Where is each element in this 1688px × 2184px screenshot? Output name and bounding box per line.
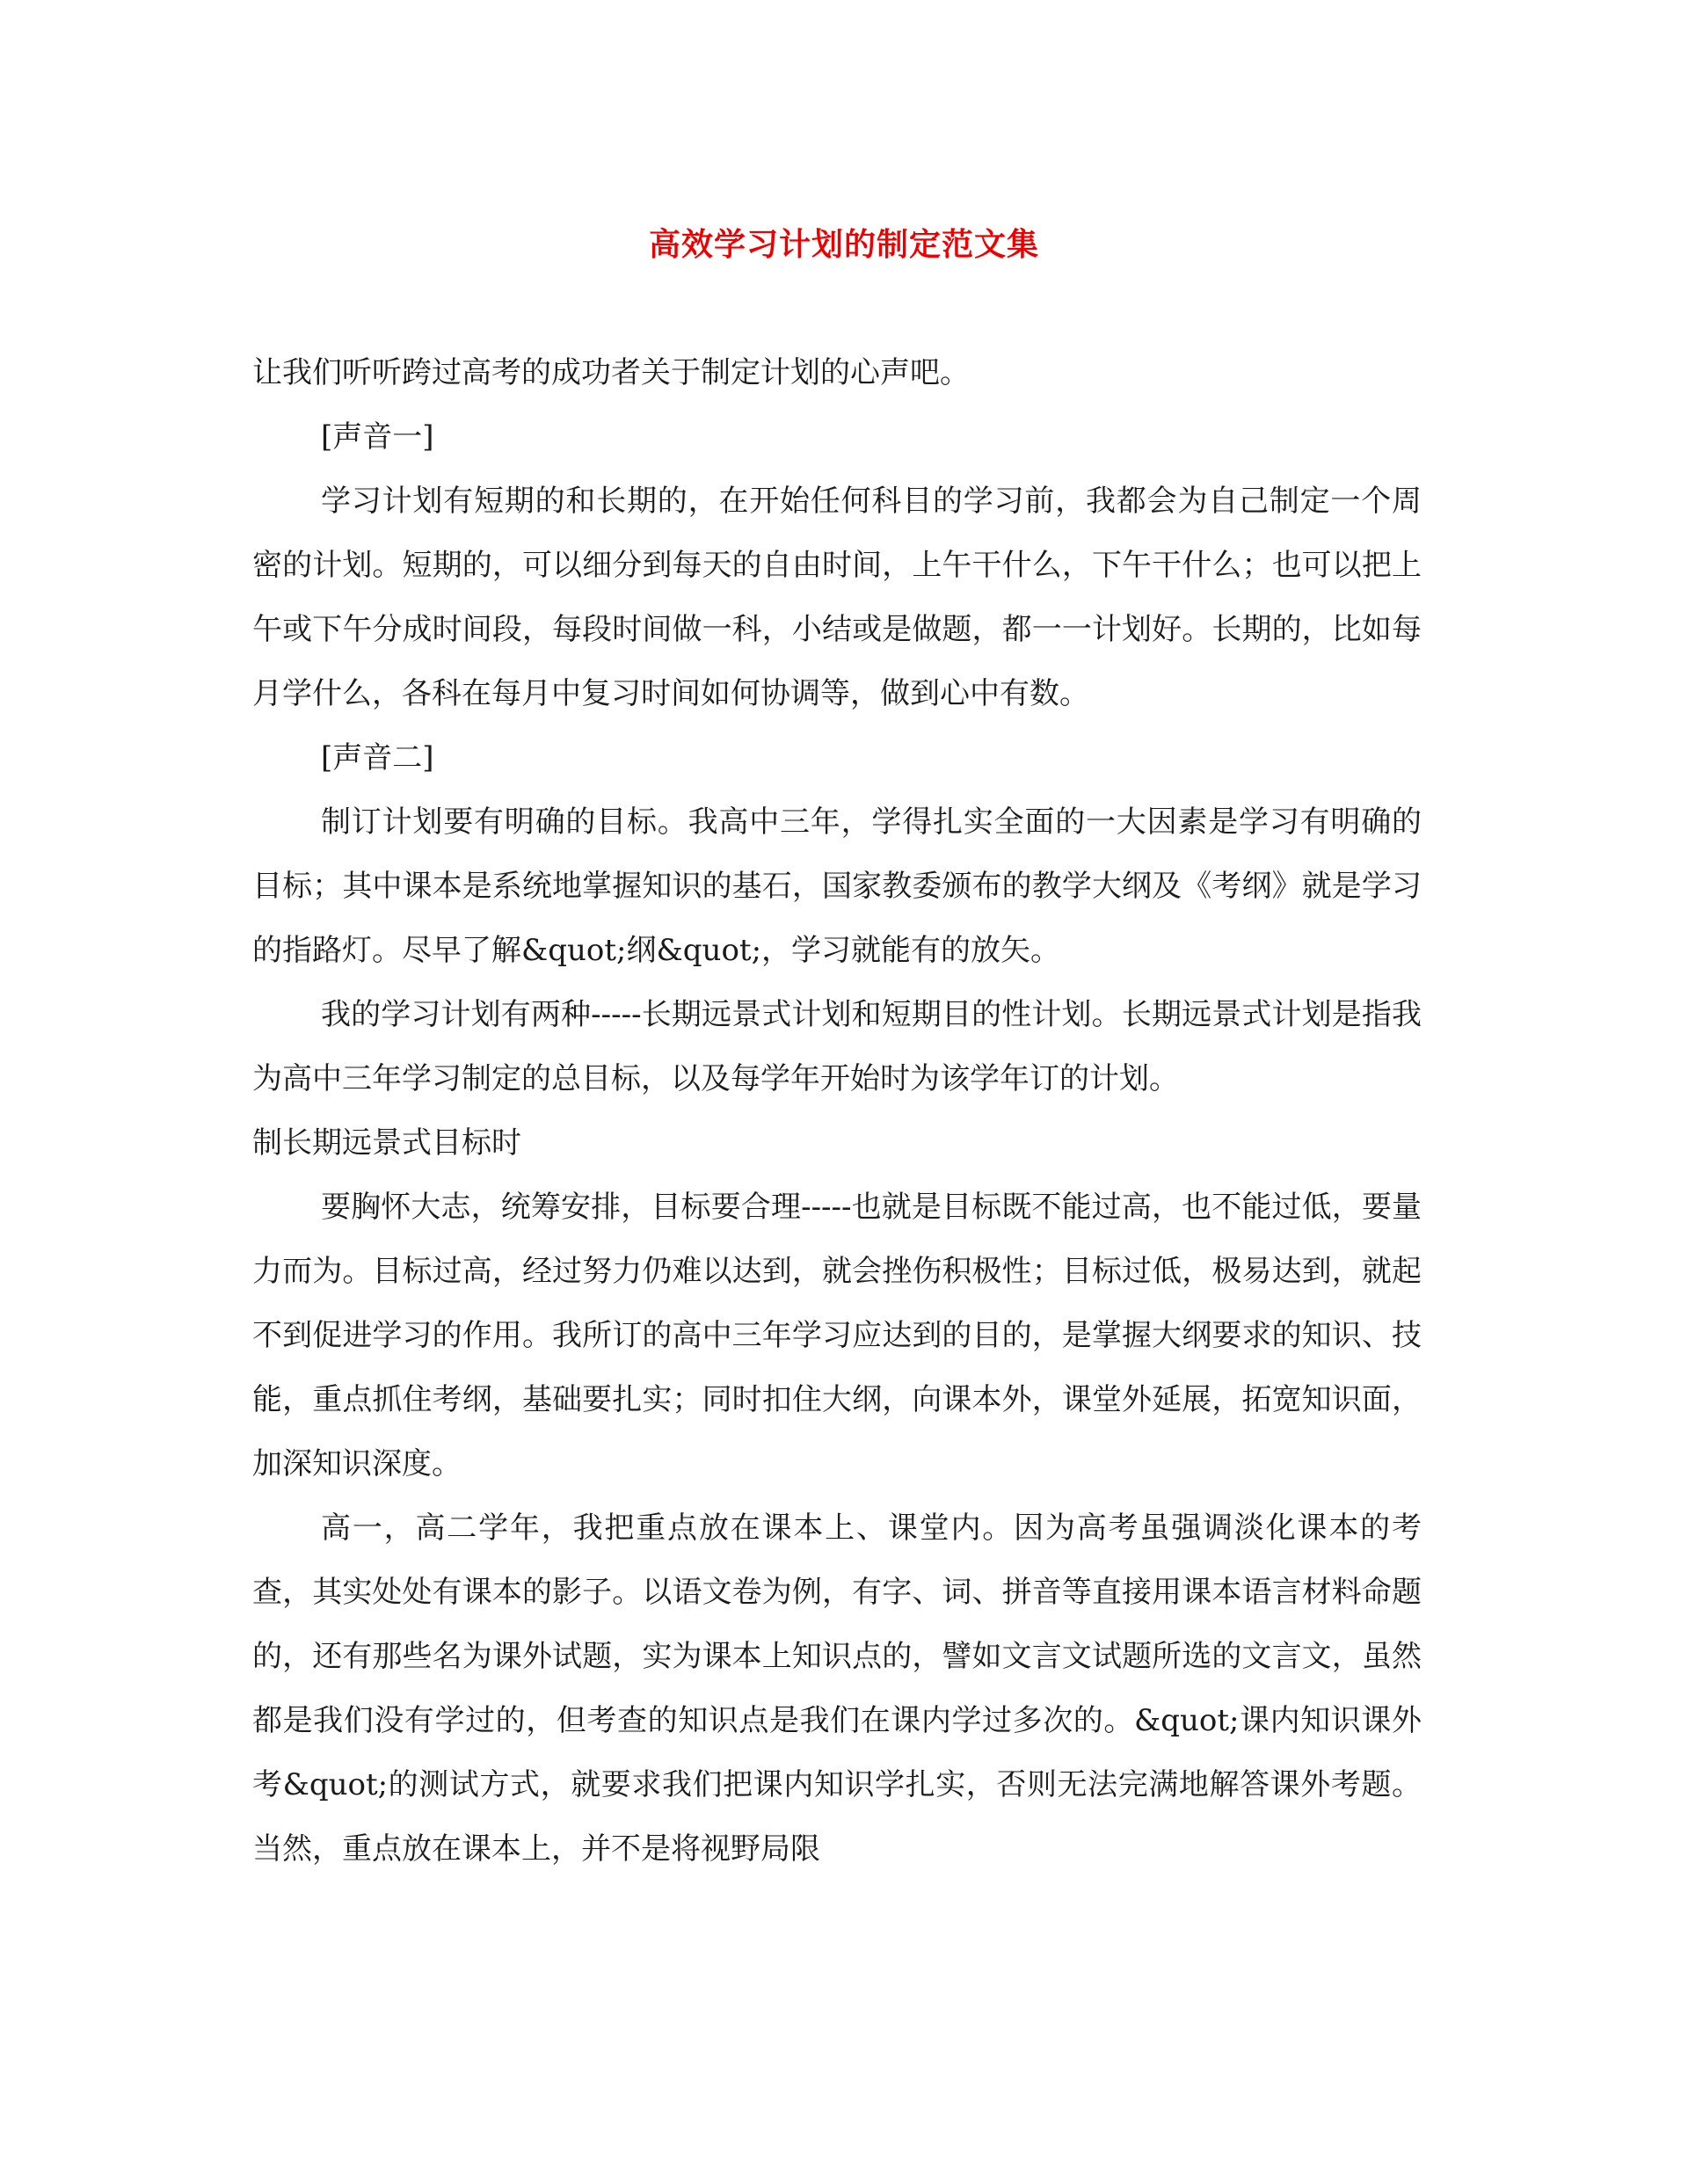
paragraph-clear-goals: 制订计划要有明确的目标。我高中三年，学得扎实全面的一大因素是学习有明确的目标；其中课本是系统地掌握知识的基石，国家教委颁布的教学大纲及《考纲》就是学习的指路灯。尽早了解&quot;纲&quot;，学习就能有的放矢。 bbox=[252, 804, 1422, 968]
paragraph-intro: 让我们听听跨过高考的成功者关于制定计划的心声吧。 bbox=[252, 355, 970, 390]
document-title: 高效学习计划的制定范文集 bbox=[648, 226, 1039, 263]
section-heading-voice-one: [声音一] bbox=[321, 419, 434, 455]
paragraph-voice-one: 学习计划有短期的和长期的，在开始任何科目的学习前，我都会为自己制定一个周密的计划。短期的，可以细分到每天的自由时间，上午干什么，下午干什么；也可以把上午或下午分成时间段，每段时间做一科，小结或是做题，都一一计划好。长期的，比如每月学什么，各科在每月中复习时间如何协调等，做到心中有数。 bbox=[252, 484, 1422, 711]
paragraph-two-plans: 我的学习计划有两种-----长期远景式计划和短期目的性计划。长期远景式计划是指我为高中三年学习制定的总目标，以及每学年开始时为该学年订的计划。 bbox=[252, 997, 1422, 1096]
paragraph-ambition: 要胸怀大志，统筹安排，目标要合理-----也就是目标既不能过高，也不能过低，要量力而为。目标过高，经过努力仍难以达到，就会挫伤积极性；目标过低，极易达到，就起不到促进学习的作用。我所订的高中三年学习应达到的目的，是掌握大纲要求的知识、技能，重点抓住考纲，基础要扎实；同时扣住大纲，向课本外，课堂外延展，拓宽知识面，加深知识深度。 bbox=[252, 1190, 1422, 1481]
section-heading-voice-two: [声音二] bbox=[321, 740, 434, 775]
paragraph-grade-one-two: 高一，高二学年，我把重点放在课本上、课堂内。因为高考虽强调淡化课本的考查，其实处处有课本的影子。以语文卷为例，有字、词、拼音等直接用课本语言材料命题的，还有那些名为课外试题，实为课本上知识点的，譬如文言文试题所选的文言文，虽然都是我们没有学过的，但考查的知识点是我们在课内学过多次的。&quot;课内知识课外考&quot;的测试方式，就要求我们把课内知识学扎实，否则无法完满地解答课外考题。当然，重点放在课本上，并不是将视野局限 bbox=[252, 1511, 1422, 1867]
document-body bbox=[252, 341, 1422, 1882]
paragraph-long-term-heading: 制长期远景式目标时 bbox=[252, 1125, 521, 1161]
